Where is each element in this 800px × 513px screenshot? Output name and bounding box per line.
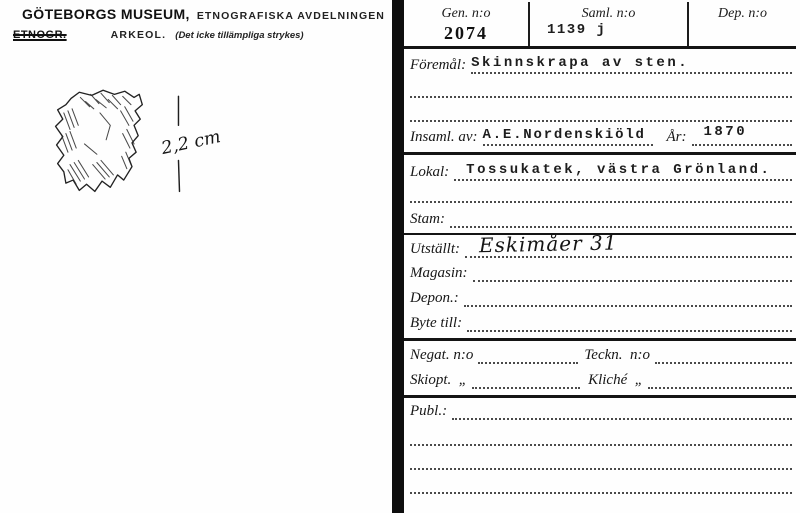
gen-number-label: Gen. n:o — [441, 6, 491, 21]
field-magasin-line — [473, 279, 793, 282]
catalog-card — [404, 0, 800, 513]
saml-number-cell — [528, 2, 687, 46]
blank-line — [410, 201, 792, 203]
field-foremal-label: Föremål: — [410, 56, 467, 73]
section-rule — [404, 152, 796, 155]
field-insaml-label: Insaml. av: — [410, 128, 478, 145]
field-stam-line — [450, 225, 792, 228]
field-lokal — [410, 159, 792, 181]
field-depon-line — [464, 304, 792, 307]
field-skiopt-kliche — [410, 367, 792, 389]
field-negat-teckn — [410, 342, 792, 364]
field-magasin — [410, 260, 792, 282]
field-stam — [410, 206, 792, 228]
field-kliche-label: Kliché „ — [588, 371, 644, 388]
field-insaml — [410, 124, 792, 146]
blank-line — [410, 96, 792, 98]
blank-line — [410, 492, 792, 494]
field-publ-line — [452, 417, 792, 420]
field-ar-label: År: — [666, 128, 687, 145]
measurement-text: 2,2 cm — [159, 127, 223, 160]
etnogr-struck-label: ETNOGR. — [13, 29, 67, 41]
field-depon-label: Depon.: — [410, 289, 459, 306]
saml-number-label: Saml. n:o — [581, 6, 636, 21]
field-ar-line — [692, 124, 793, 146]
card-edge-bar — [392, 0, 404, 513]
field-publ-label: Publ.: — [410, 402, 448, 419]
museum-name: GÖTEBORGS MUSEUM, — [22, 6, 190, 22]
number-header-row — [404, 2, 796, 49]
saml-number-value: 1139 j — [547, 22, 607, 38]
field-stam-label: Stam: — [410, 210, 445, 227]
field-publ — [410, 398, 792, 420]
stone-hatching — [62, 93, 134, 184]
field-foremal — [410, 52, 792, 74]
field-utstallt-label: Utställt: — [410, 240, 461, 257]
museum-department: ETNOGRAFISKA AVDELNINGEN — [196, 10, 385, 22]
arkeol-label: ARKEOL. — [110, 29, 167, 41]
museum-header — [22, 6, 385, 22]
field-ar-value: 1870 — [703, 124, 748, 140]
field-lokal-label: Lokal: — [410, 163, 450, 180]
gen-number-value: 2074 — [444, 23, 488, 43]
field-byte-till-line — [467, 329, 792, 332]
blank-line — [410, 120, 792, 122]
field-kliche-line — [648, 386, 792, 389]
field-teckn-label: Teckn. n:o — [584, 346, 651, 363]
field-foremal-value: Skinnskrapa av sten. — [471, 55, 690, 71]
dep-number-label: Dep. n:o — [718, 6, 767, 21]
blank-line — [410, 468, 792, 470]
field-utstallt-line — [465, 232, 792, 258]
field-lokal-value: Tossukatek, västra Grönland. — [466, 162, 772, 178]
strike-instruction-note: (Det icke tillämpliga strykes) — [175, 30, 304, 41]
field-negat-label: Negat. n:o — [410, 346, 474, 363]
field-byte-till — [410, 310, 792, 332]
gen-number-cell — [404, 2, 528, 46]
field-skiopt-label: Skiopt. „ — [410, 371, 468, 388]
field-magasin-label: Magasin: — [410, 264, 468, 281]
field-utstallt — [410, 230, 792, 258]
section-rule — [404, 338, 796, 341]
field-insaml-value: A.E.Nordenskiöld — [482, 127, 646, 143]
field-teckn-line — [655, 361, 792, 364]
stone-scraper-sketch — [38, 84, 258, 209]
field-depon — [410, 285, 792, 307]
dep-number-cell — [687, 2, 796, 46]
field-foremal-line — [471, 55, 792, 74]
blank-line — [410, 444, 792, 446]
field-negat-line — [478, 361, 578, 364]
category-line — [13, 29, 304, 41]
left-page — [0, 0, 392, 513]
field-insaml-line — [483, 127, 653, 146]
field-lokal-line — [454, 162, 792, 181]
field-byte-till-label: Byte till: — [410, 314, 463, 331]
field-utstallt-value: Eskimåer 31 — [478, 230, 618, 258]
field-skiopt-line — [472, 386, 580, 389]
